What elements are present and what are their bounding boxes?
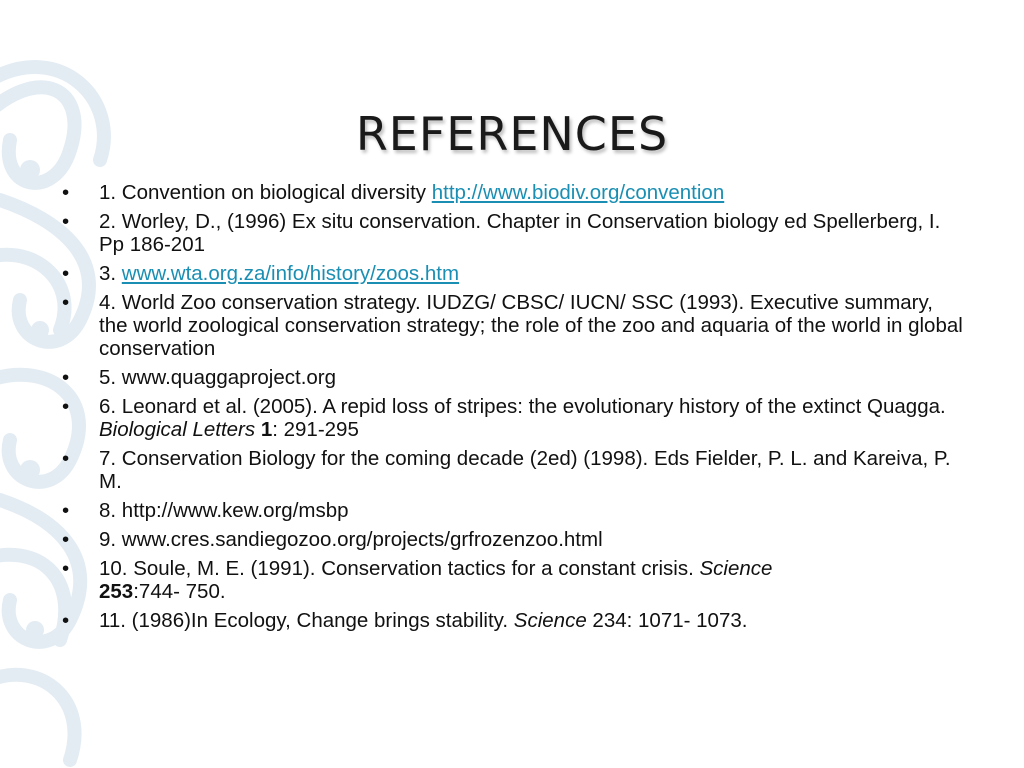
reference-item [60,181,965,204]
reference-item [60,291,965,360]
bullet-icon: • [62,395,70,418]
bullet-icon: • [62,609,70,632]
bullet-icon: • [62,210,70,233]
reference-item [60,499,965,522]
bullet-icon: • [62,447,70,470]
journal-volume: 253 [99,580,134,603]
reference-text: 5. www.quaggaproject.org [99,366,337,389]
reference-text: 4. World Zoo conservation strategy. IUDZG/ CBSC/ IUCN/ SSC (1993). Executive summary, the world zoological conservation strategy; the role of the zoo and aquaria of the world in global conservation [99,291,963,360]
reference-pages: :744- 750. [133,580,226,603]
journal-name: Biological Letters [99,418,256,441]
bullet-icon: • [62,366,70,389]
bullet-icon: • [62,262,70,285]
title-wrap [0,106,1024,162]
reference-text: 1. Convention on biological diversity [99,181,432,204]
reference-text: 10. Soule, M. E. (1991). Conservation tactics for a constant crisis. [99,557,700,580]
journal-name: Science [699,557,773,580]
reference-pages: : 291-295 [272,418,359,441]
bullet-icon: • [62,557,70,580]
bullet-icon: • [62,181,70,204]
reference-text: 3. [99,262,122,285]
slide-title: REFERENCES [355,107,669,161]
reference-item [60,262,965,285]
reference-item [60,395,965,441]
reference-item [60,528,965,551]
reference-item [60,557,965,603]
reference-text: 11. (1986)In Ecology, Change brings stability. [99,609,514,632]
reference-link[interactable]: www.wta.org.za/info/history/zoos.htm [121,262,460,285]
reference-item [60,447,965,493]
bullet-icon: • [62,291,70,314]
reference-list [60,181,965,638]
reference-item [60,609,965,632]
reference-text: 2. Worley, D., (1996) Ex situ conservation. Chapter in Conservation biology ed Spellerberg, I. Pp 186-201 [99,210,941,256]
journal-volume: 1 [260,418,273,441]
reference-pages: 234: 1071- 1073. [586,609,748,632]
reference-item [60,210,965,256]
reference-text: 7. Conservation Biology for the coming decade (2ed) (1998). Eds Fielder, P. L. and Kareiva, P. M. [99,447,951,493]
reference-text: 6. Leonard et al. (2005). A repid loss of stripes: the evolutionary history of the extinct Quagga. [99,395,946,418]
reference-text: 8. http://www.kew.org/msbp [99,499,349,522]
reference-item [60,366,965,389]
journal-name: Science [513,609,587,632]
bullet-icon: • [62,528,70,551]
bullet-icon: • [62,499,70,522]
reference-text: 9. www.cres.sandiegozoo.org/projects/grfrozenzoo.html [99,528,603,551]
reference-link[interactable]: http://www.biodiv.org/convention [431,181,725,204]
